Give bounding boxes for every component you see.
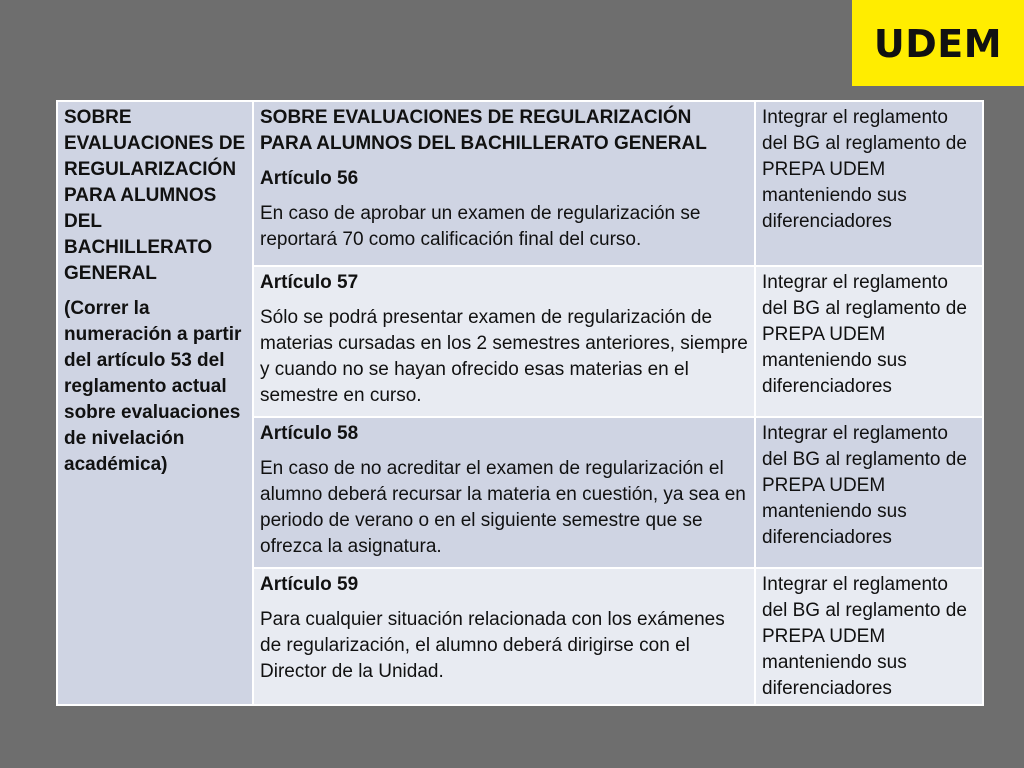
article-heading: SOBRE EVALUACIONES DE REGULARIZACIÓN PARA ALUMNOS DEL BACHILLERATO GENERAL: [260, 107, 707, 154]
article-number: Artículo 59: [260, 574, 359, 595]
article-number: Artículo 57: [260, 272, 359, 293]
action-text: Integrar el reglamento del BG al reglamento de PREPA UDEM manteniendo sus diferenciadores: [762, 107, 967, 232]
action-cell: [755, 266, 983, 417]
action-cell: [755, 417, 983, 568]
section-cell: [57, 101, 253, 705]
article-cell: [253, 417, 755, 568]
article-number: Artículo 56: [260, 168, 359, 189]
article-cell: [253, 101, 755, 266]
action-cell: [755, 568, 983, 705]
logo-text: UDEM: [873, 22, 1003, 66]
article-text: Para cualquier situación relacionada con los exámenes de regularización, el alumno deberá dirigirse con el Director de la Unidad.: [260, 609, 725, 682]
regulation-table: [56, 100, 984, 706]
action-cell: [755, 101, 983, 266]
article-text: Sólo se podrá presentar examen de regularización de materias cursadas en los 2 semestres anteriores, siempre y cuando no se hayan ofrecido esas materias en el semestre en curso.: [260, 307, 748, 406]
article-cell: [253, 568, 755, 705]
action-text: Integrar el reglamento del BG al reglamento de PREPA UDEM manteniendo sus diferenciadores: [762, 574, 967, 699]
article-cell: [253, 266, 755, 417]
article-text: En caso de aprobar un examen de regularización se reportará 70 como calificación final del curso.: [260, 203, 701, 250]
section-note: (Correr la numeración a partir del artículo 53 del reglamento actual sobre evaluaciones de nivelación académica): [64, 298, 242, 475]
section-title: SOBRE EVALUACIONES DE REGULARIZACIÓN PARA ALUMNOS DEL BACHILLERATO GENERAL: [64, 107, 246, 284]
action-text: Integrar el reglamento del BG al reglamento de PREPA UDEM manteniendo sus diferenciadores: [762, 423, 967, 548]
article-number: Artículo 58: [260, 423, 359, 444]
table-row: [57, 101, 983, 266]
action-text: Integrar el reglamento del BG al reglamento de PREPA UDEM manteniendo sus diferenciadores: [762, 272, 967, 397]
article-text: En caso de no acreditar el examen de regularización el alumno deberá recursar la materia en cuestión, ya sea en periodo de verano o en el siguiente semestre que se ofrezca la asignatura.: [260, 458, 746, 557]
udem-logo: [852, 0, 1024, 86]
